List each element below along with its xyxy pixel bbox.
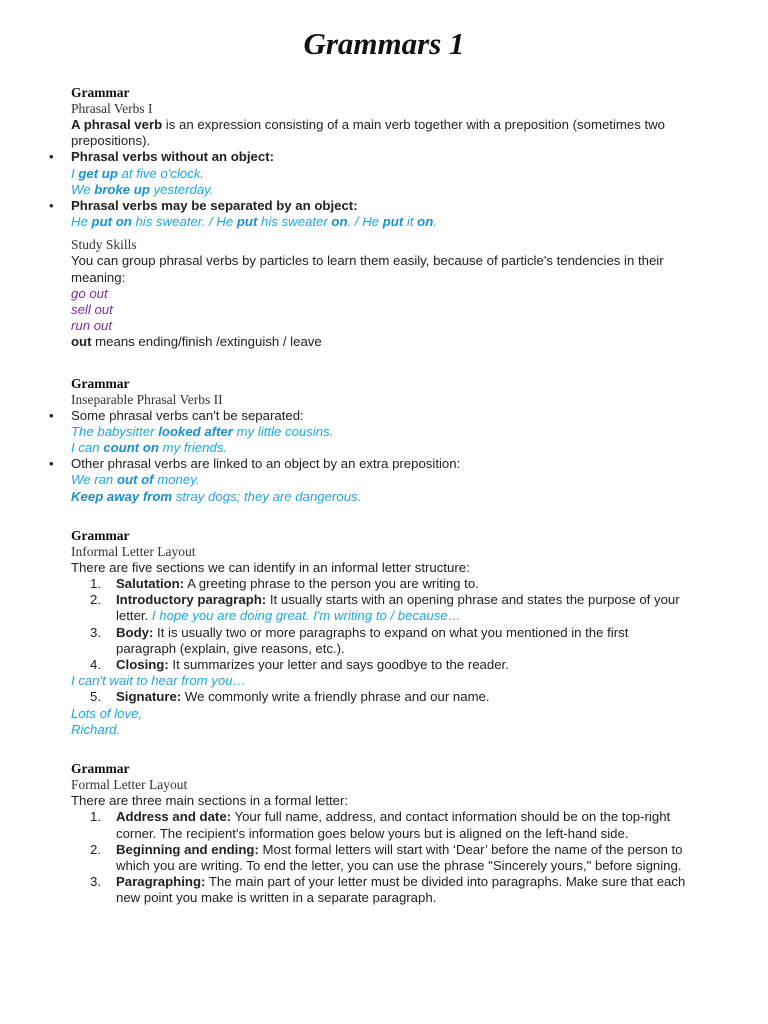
closing-example: I can't wait to hear from you… [71,673,246,689]
list-item [90,874,691,906]
item-number: 2. [90,841,101,857]
item-number: 4. [90,657,101,673]
example-verb: get up [78,165,118,181]
item-text: Your full name, address, and contact information should be on the top-right corner. The recipient's information goes below yours but is aligned on the left-hand side. [116,809,671,841]
example-line [71,424,691,440]
example-text: my friends. [158,440,228,456]
section-heading: Grammar [71,375,130,391]
example-line [71,166,691,182]
item-text: It summarizes your letter and says goodbye to the reader. [168,657,509,673]
example-verb: count on [103,440,159,456]
example-text: We ran [71,472,117,488]
item-text: It usually starts with an opening phrase and states the purpose of your letter. [116,592,680,624]
example-text: I can [71,440,104,456]
example-text: at five o'clock. [117,165,204,181]
page-title: Grammars 1 [303,26,465,61]
item-number: 1. [90,809,101,825]
example-verb: put [382,214,404,230]
example-text: yesterday. [149,181,214,197]
example-verb: on [417,214,434,230]
section-inseparable-phrasal-verbs [71,375,691,505]
bullet-text: • Some phrasal verbs can't be separated: [71,407,304,423]
example-verb: out of [116,472,154,488]
item-term: Salutation: [116,576,185,592]
item-term: Address and date: [116,809,232,825]
item-number: 2. [90,592,101,608]
list-item [90,809,691,841]
bullet-list [71,149,691,230]
section-heading: Grammar [71,85,130,100]
example-text: stray dogs; they are dangerous. [172,488,362,504]
item-term: Introductory paragraph: [116,592,267,608]
example-text: He [71,214,92,230]
particle-example: sell out [71,302,113,318]
example-verb: broke up [94,181,150,197]
section-subheading: Phrasal Verbs I [71,101,153,116]
list-item [90,841,691,874]
item-number: 5. [90,689,101,705]
example-text: We [71,181,95,197]
example-verb: Keep away from [71,488,173,504]
particle-example: run out [71,318,113,334]
particle-term: out [71,334,92,350]
example-verb: on [331,214,348,230]
list-item [90,689,691,705]
section-phrasal-verbs-1 [71,84,691,351]
section-intro: There are five sections we can identify in an informal letter structure: [71,559,470,575]
item-text: A greeting phrase to the person you are writing to. [184,576,479,592]
item-example: I hope you are doing great. I'm writing to / because… [151,608,461,624]
example-text: I [71,165,79,181]
list-item [71,408,691,457]
item-term: Paragraphing: [116,874,206,890]
document-body [71,84,691,907]
example-line [71,472,691,488]
section-intro: There are three main sections in a formal letter: [71,793,349,809]
list-item [90,592,691,624]
list-item [71,149,691,198]
bullet-title: • Phrasal verbs may be separated by an object: [71,198,358,214]
example-verb: put on [91,214,132,230]
list-item [90,657,691,673]
list-item [90,576,691,592]
example-text: money. [153,472,200,488]
particle-meaning [71,334,691,350]
bullet-text: • Other phrasal verbs are linked to an object by an extra preposition: [71,456,461,472]
item-term: Signature: [116,689,182,705]
section-subheading: Inseparable Phrasal Verbs II [71,391,223,407]
example-text: . / He [347,214,383,230]
example-line [71,182,691,198]
item-number: 1. [90,576,101,592]
item-term: Beginning and ending: [116,841,259,857]
example-text: his sweater. / He [131,214,237,230]
example-text: it [403,214,418,230]
item-term: Body: [116,624,154,640]
definition-text: is an expression consisting of a main verb together with a preposition (sometimes two prepositions). [71,117,665,149]
example-verb: put [236,214,258,230]
section-heading: Grammar [71,527,130,543]
item-term: Closing: [116,657,169,673]
section-subheading: Formal Letter Layout [71,777,188,793]
example-text: his sweater [257,214,332,230]
study-skills-text: You can group phrasal verbs by particles to learn them easily, because of particle's tendencies in their meaning: [71,253,664,285]
item-number: 3. [90,624,101,640]
bullet-list [71,408,691,505]
example-line [71,440,691,456]
study-skills-heading: Study Skills [71,237,137,253]
item-text: It is usually two or more paragraphs to expand on what you mentioned in the first paragraph (explain, give reasons, etc.). [116,624,629,656]
section-informal-letter [71,527,691,738]
example-text: The babysitter [71,423,159,439]
signature-example: Richard. [71,721,121,737]
item-text: We commonly write a friendly phrase and our name. [181,689,490,705]
example-line [71,214,691,230]
definition-paragraph [71,117,691,149]
list-item [71,456,691,505]
example-text: my little cousins. [232,423,334,439]
bullet-title: • Phrasal verbs without an object: [71,149,274,165]
section-heading: Grammar [71,761,130,777]
item-text: Most formal letters will start with ‘Dear’ before the name of the person to which you are writing. To end the letter, you can use the phrase "Sincerely yours," before signing. [116,841,683,873]
particle-example: go out [71,285,108,301]
numbered-list [71,809,691,906]
particle-meaning-text: means ending/finish /extinguish / leave [91,334,322,350]
item-number: 3. [90,874,101,890]
section-subheading: Informal Letter Layout [71,543,196,559]
section-formal-letter [71,760,691,906]
definition-term: A phrasal verb [71,117,163,132]
numbered-list [71,576,691,673]
numbered-list [71,689,691,705]
signature-example: Lots of love, [71,705,143,721]
example-line [71,489,691,505]
list-item [90,624,691,657]
list-item [71,198,691,230]
item-text: The main part of your letter must be divided into paragraphs. Make sure that each new point you make is written in a separate paragraph. [116,874,686,906]
example-text: . [433,214,437,230]
example-verb: looked after [158,423,233,439]
